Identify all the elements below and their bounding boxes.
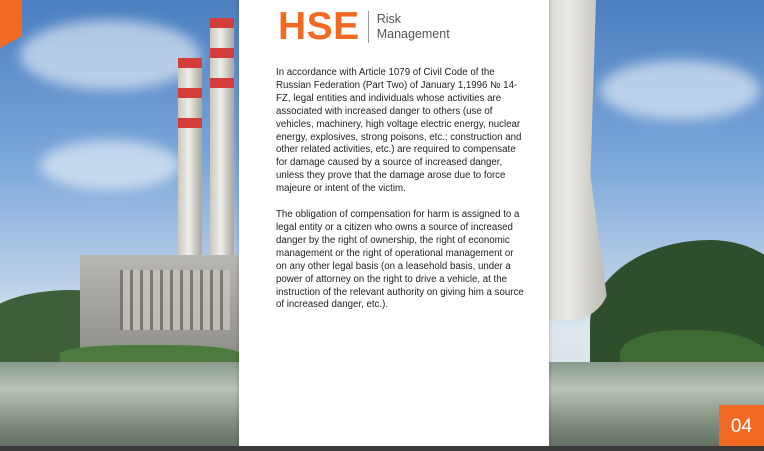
content-card: [239, 0, 549, 446]
chimney: [178, 58, 202, 278]
cloud: [600, 60, 760, 120]
page-number-badge: 04: [719, 405, 764, 448]
cloud: [40, 140, 180, 190]
chimney: [210, 18, 234, 278]
paragraph: The obligation of compensation for harm is assigned to a legal entity or a citizen who owns a source of increased danger by the right of ownership, the right of economic management or the right of operational management or on any other legal basis (on a leasehold basis, under a power of attorney on the right to drive a vehicle, at the instruction of the relevant authority on giving him a source of increased danger, etc.).: [276, 209, 524, 311]
plant-structure: [120, 270, 230, 330]
logo-divider: [368, 11, 369, 43]
body-text: [276, 67, 526, 312]
logo-hse-text: HSE: [278, 5, 360, 48]
bottom-bar: [0, 446, 764, 451]
cloud: [20, 20, 200, 90]
hse-logo: [278, 7, 457, 47]
logo-subtitle: Risk Management: [376, 12, 450, 41]
paragraph: In accordance with Article 1079 of Civil Code of the Russian Federation (Part Two) of January 1,1996 № 14-FZ, legal entities and individuals whose activities are associated with increased danger to others (use of vehicles, machinery, high voltage electric energy, nuclear energy, explosives, strong poisons, etc.; construction and other related activities, etc.) are required to compensate for damage caused by a source of increased danger, unless they prove that the damage arose due to force majeure or intent of the victim.: [276, 67, 522, 195]
